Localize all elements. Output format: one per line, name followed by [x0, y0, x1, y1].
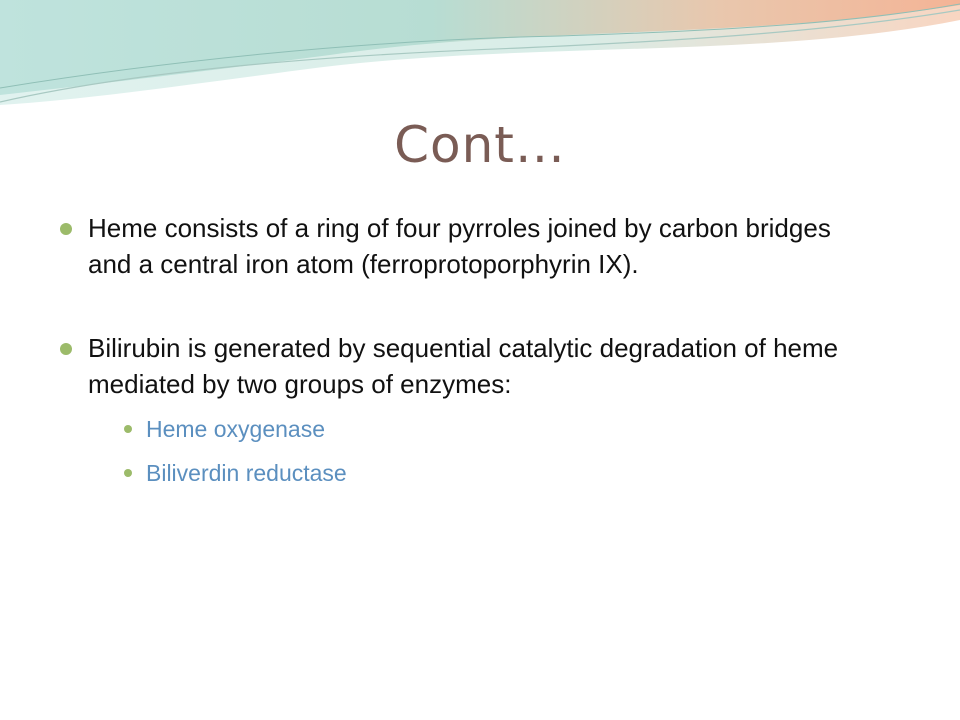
bullet-item-bilirubin: [60, 330, 840, 402]
sub-item-heme-oxygenase: [124, 414, 840, 444]
bullet-dot-icon: [60, 343, 72, 355]
sub-item-text: Heme oxygenase: [146, 416, 325, 442]
sub-item-text: Biliverdin reductase: [146, 460, 347, 486]
bullet-text: Bilirubin is generated by sequential catalytic degradation of heme mediated by two groups of enzymes:: [88, 333, 839, 399]
enzyme-sub-list: [60, 414, 840, 488]
bullet-dot-icon: [60, 223, 72, 235]
bullet-item-heme: [60, 210, 840, 282]
slide-title: Cont…: [394, 116, 566, 174]
sub-bullet-dot-icon: [124, 469, 132, 477]
bullet-text: Heme consists of a ring of four pyrroles joined by carbon bridges and a central iron atom (ferroprotoporphyrin IX).: [88, 213, 831, 279]
slide-content: [60, 210, 840, 502]
sub-bullet-dot-icon: [124, 425, 132, 433]
sub-item-biliverdin-reductase: [124, 458, 840, 488]
